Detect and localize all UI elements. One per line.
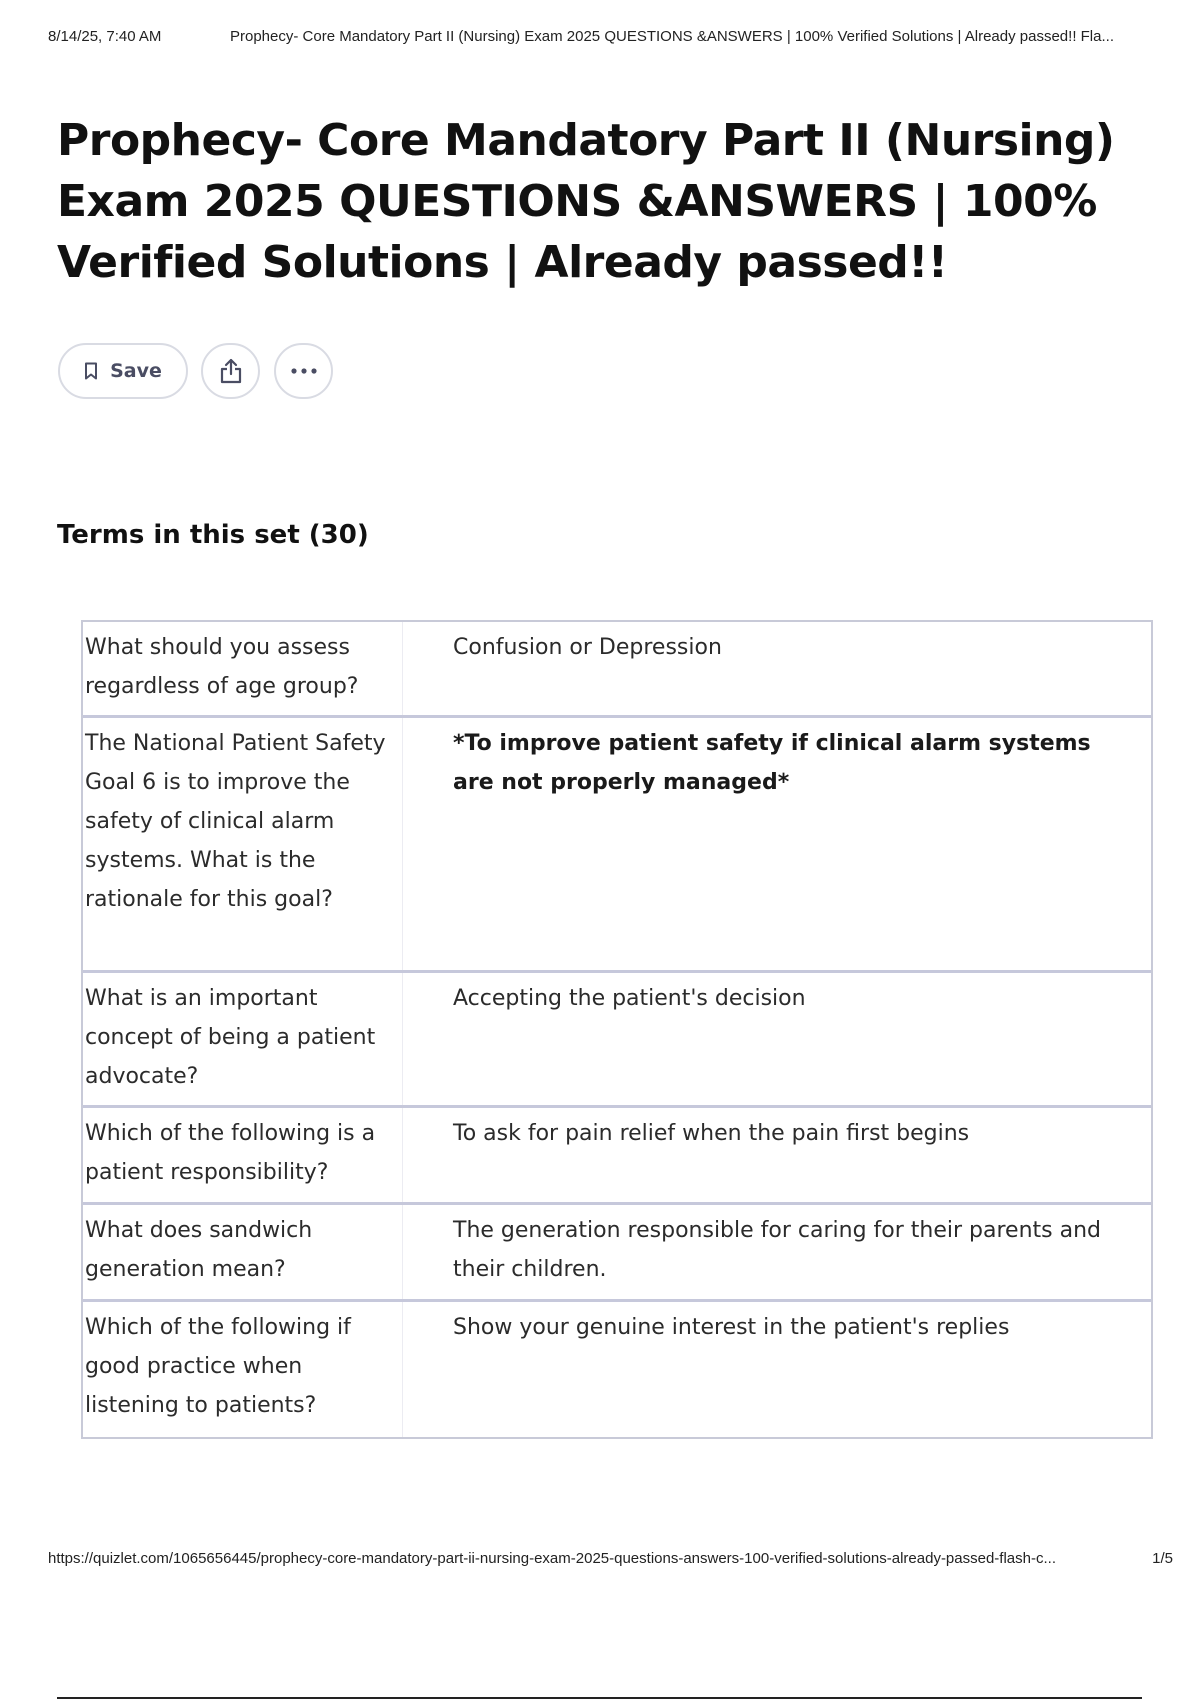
- bookmark-icon: [84, 362, 98, 380]
- term-row: [83, 1302, 1151, 1437]
- definition-text: Show your genuine interest in the patient's replies: [453, 1315, 1010, 1340]
- page-number: 1/5: [1152, 1550, 1173, 1567]
- share-icon: [219, 357, 243, 385]
- bottom-divider: [57, 1697, 1142, 1699]
- term-text: Which of the following if good practice when listening to patients?: [83, 1302, 403, 1437]
- term-row: [83, 1205, 1151, 1302]
- print-footer: [48, 1550, 1184, 1567]
- definition-text: *To improve patient safety if clinical alarm systems are not properly managed*: [453, 731, 1091, 795]
- definition-text: Accepting the patient's decision: [453, 986, 806, 1011]
- term-row: [83, 622, 1151, 718]
- print-header: [48, 28, 1178, 45]
- term-text: What does sandwich generation mean?: [83, 1205, 403, 1299]
- more-horizontal-icon: [290, 367, 318, 375]
- term-text: The National Patient Safety Goal 6 is to improve the safety of clinical alarm systems. What is the rationale for this goal?: [83, 718, 403, 970]
- print-url: https://quizlet.com/1065656445/prophecy-core-mandatory-part-ii-nursing-exam-2025-questions-answers-100-verified-solutions-already-passed-flash-c...: [48, 1550, 1056, 1567]
- terms-heading: Terms in this set (30): [57, 520, 369, 550]
- terms-table: [81, 620, 1153, 1439]
- more-options-button[interactable]: [274, 343, 333, 399]
- term-text: What is an important concept of being a patient advocate?: [83, 973, 403, 1105]
- print-date: 8/14/25, 7:40 AM: [48, 28, 162, 45]
- definition-text: The generation responsible for caring for their parents and their children.: [453, 1218, 1101, 1282]
- definition-text: To ask for pain relief when the pain first begins: [453, 1121, 970, 1146]
- page-title: Prophecy- Core Mandatory Part II (Nursing) Exam 2025 QUESTIONS &ANSWERS | 100% Verified Solutions | Already passed!!: [57, 115, 1115, 288]
- share-button[interactable]: [201, 343, 260, 399]
- term-row: [83, 1108, 1151, 1205]
- term-row: [83, 718, 1151, 973]
- term-row: [83, 973, 1151, 1108]
- print-doc-title: Prophecy- Core Mandatory Part II (Nursing) Exam 2025 QUESTIONS &ANSWERS | 100% Verified Solutions | Already passed!! Fla...: [230, 28, 1114, 45]
- term-text: What should you assess regardless of age group?: [83, 622, 403, 715]
- definition-text: Confusion or Depression: [453, 635, 722, 660]
- save-button-label: Save: [110, 360, 162, 382]
- save-button[interactable]: [58, 343, 188, 399]
- term-text: Which of the following is a patient responsibility?: [83, 1108, 403, 1202]
